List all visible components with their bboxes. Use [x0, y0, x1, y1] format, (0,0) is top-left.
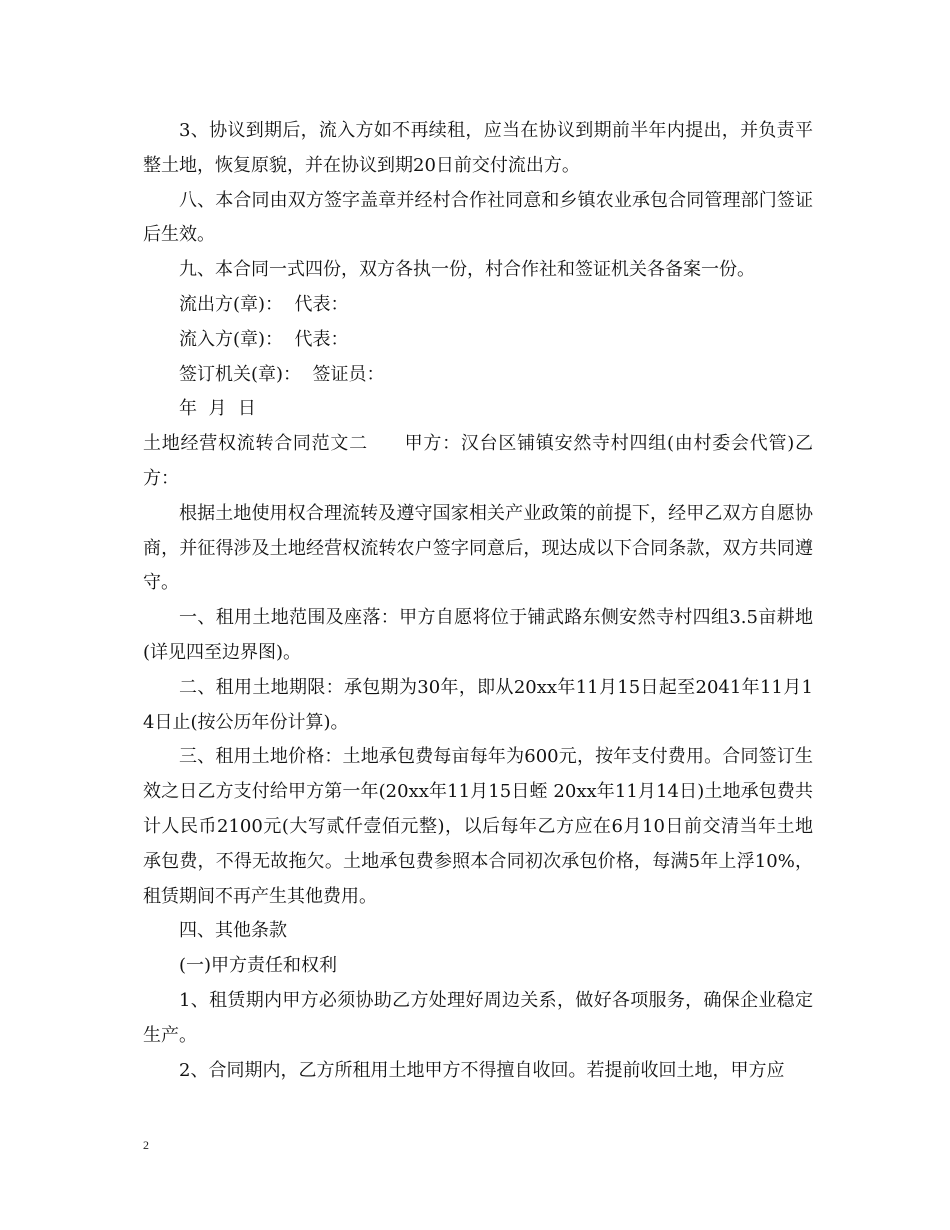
signature-line: 签订机关(章)： 签证员：: [179, 363, 385, 385]
subsection-heading: (一)甲方责任和权利: [179, 955, 338, 977]
clause-paragraph: 八、本合同由双方签字盖章并经村合作社同意和乡镇农业承包合同管理部门签证后生效。: [143, 189, 813, 246]
party-a-text: 甲方：汉台区铺镇安然寺村四组(由村委会代管)乙方：: [143, 433, 814, 489]
section-heading: 四、其他条款: [179, 920, 287, 942]
clause-paragraph: 根据土地使用权合理流转及遵守国家相关产业政策的前提下，经甲乙双方自愿协商，并征得涉及土地经营权流转农户签字同意后，现达成以下合同条款，双方共同遵守。: [143, 502, 813, 594]
clause-paragraph: 1、租赁期内甲方必须协助乙方处理好周边关系，做好各项服务，确保企业稳定生产。: [143, 989, 813, 1046]
signature-line: 流入方(章)： 代表：: [179, 328, 349, 350]
clause-paragraph: 2、合同期内，乙方所租用土地甲方不得擅自收回。若提前收回土地，甲方应: [179, 1059, 785, 1081]
signature-line: 流出方(章)： 代表：: [179, 293, 349, 315]
clause-paragraph: 二、租用土地期限：承包期为30年，即从20xx年11月15日起至2041年11月14日止(按公历年份计算)。: [143, 676, 813, 733]
page-number: 2: [143, 1138, 149, 1152]
date-line: 年 月 日: [179, 398, 256, 420]
clause-paragraph: 九、本合同一式四份，双方各执一份，村合作社和签证机关各备案一份。: [179, 259, 755, 281]
contract-title: 土地经营权流转合同范文二: [143, 433, 368, 455]
clause-paragraph: 一、租用土地范围及座落：甲方自愿将位于铺武路东侧安然寺村四组3.5亩耕地(详见四至边界图)。: [143, 607, 813, 663]
clause-paragraph: 3、协议到期后，流入方如不再续租，应当在协议到期前半年内提出，并负责平整土地，恢复原貌，并在协议到期20日前交付流出方。: [143, 120, 813, 176]
clause-paragraph: 三、租用土地价格：土地承包费每亩每年为600元，按年支付费用。合同签订生效之日乙方支付给甲方第一年(20xx年11月15日蛭 20xx年11月14日)土地承包费共计人民币2100元(大写贰仟壹佰元整)，以后每年乙方应在6月10日前交清当年土地承包费，不得无故拖欠。土地承包费参照本合同初次承包价格，每满5年上浮10%，租赁期间不再产生其他费用。: [143, 746, 813, 907]
document-body: [143, 114, 813, 1088]
contract-heading-line: [143, 427, 813, 497]
